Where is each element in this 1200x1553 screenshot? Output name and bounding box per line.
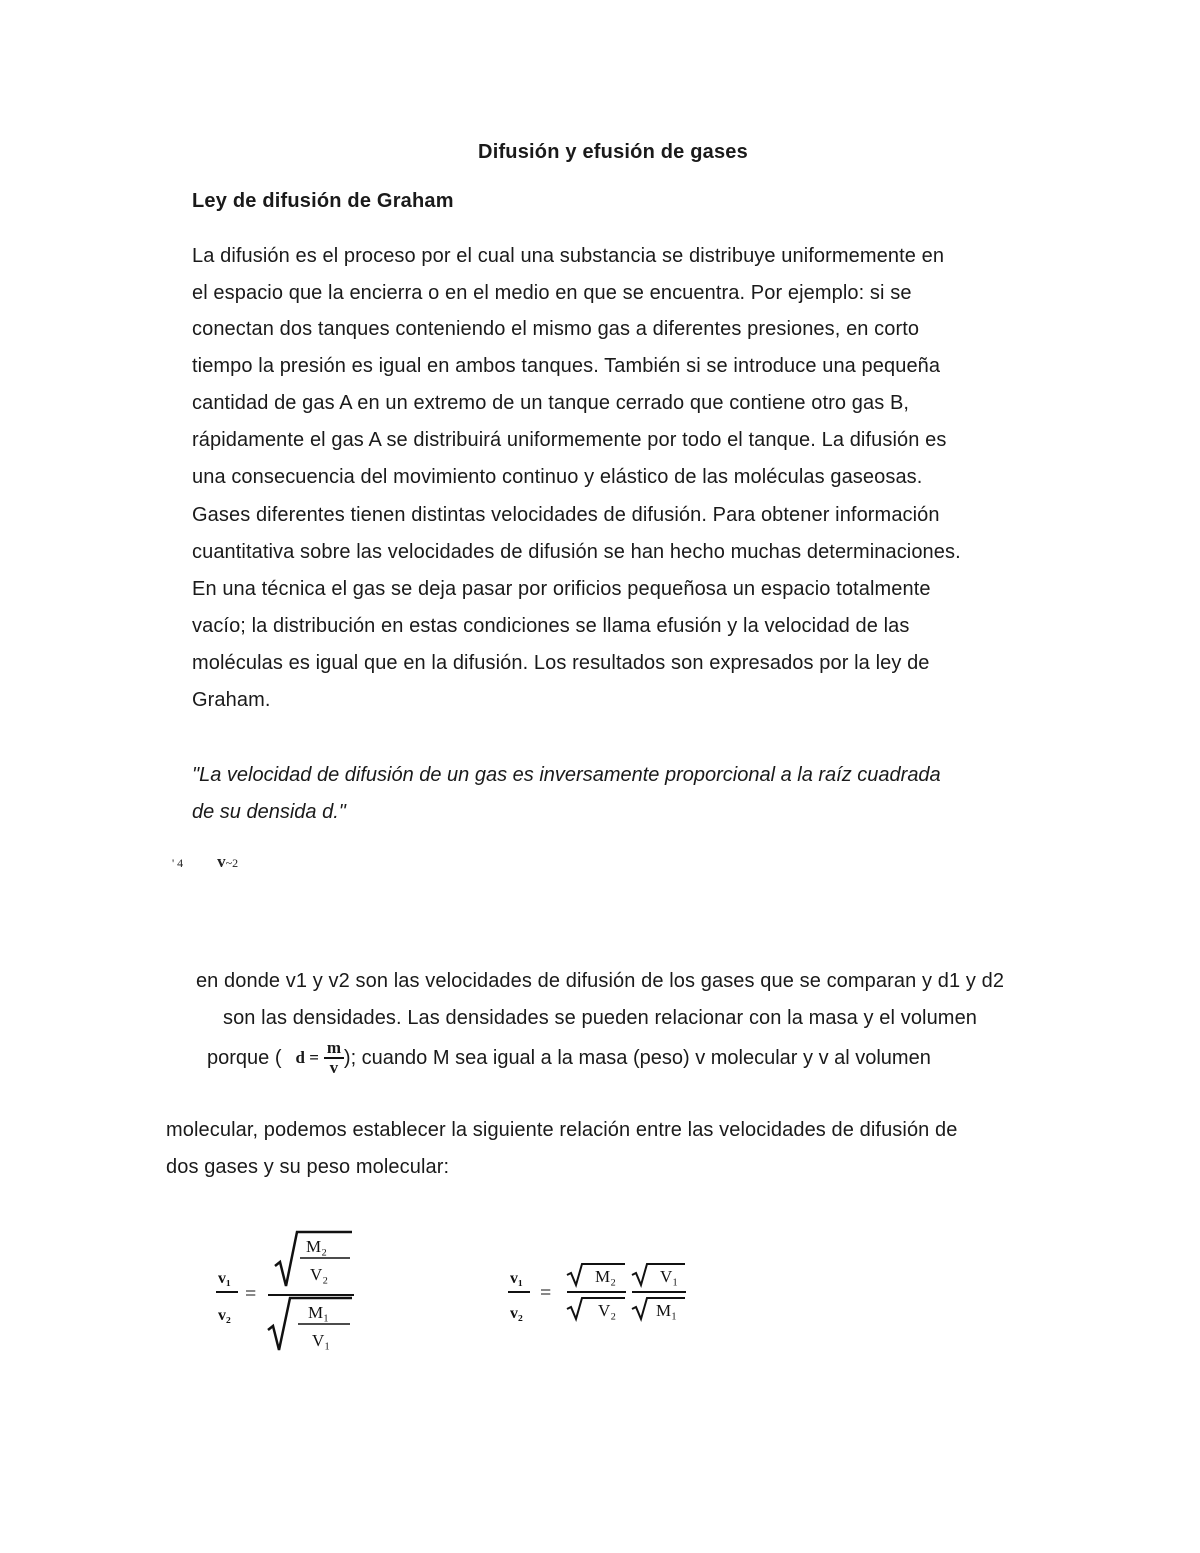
f1-top-den: V₂ <box>310 1265 329 1284</box>
explanation-line: son las densidades. Las densidades se pueden relacionar con la masa y el volumen <box>222 1007 978 1029</box>
paragraph-line: el espacio que la encierra o en el medio en que se encuentra. Por ejemplo: si se <box>192 282 912 304</box>
f1-lhs-num: v₁ <box>218 1270 231 1287</box>
paragraph-line: rápidamente el gas A se distribuirá uniformemente por todo el tanque. La difusión es <box>192 429 947 451</box>
paragraph-line: vacío; la distribución en estas condiciones se llama efusión y la velocidad de las <box>192 615 910 637</box>
paragraph-line: tiempo la presión es igual en ambos tanques. También si se introduce una pequeña <box>192 355 941 377</box>
paragraph-line: conectan dos tanques conteniendo el mismo gas a diferentes presiones, en corto <box>192 318 920 340</box>
page-title: Difusión y efusión de gases <box>478 141 748 163</box>
f2-a-den: V₂ <box>598 1301 617 1320</box>
f1-bot-den: V₁ <box>312 1331 331 1350</box>
paragraph-line: cuantitativa sobre las velocidades de difusión se han hecho muchas determinaciones. <box>192 541 961 563</box>
fragment-left: ' 4 <box>172 856 184 870</box>
f2-lhs-den: v₂ <box>510 1305 523 1322</box>
density-denominator: v <box>329 1058 339 1077</box>
density-formula <box>296 1039 344 1077</box>
f1-equals: = <box>245 1283 257 1305</box>
molecular-line: molecular, podemos establecer la siguiente relación entre las velocidades de difusión de <box>166 1119 958 1141</box>
section-heading: Ley de difusión de Graham <box>192 190 454 212</box>
porque-line <box>207 1034 931 1082</box>
porque-after: ); cuando M sea igual a la masa (peso) v molecular y v al volumen <box>343 1046 931 1069</box>
density-numerator: m <box>326 1038 341 1057</box>
paragraph-line: La difusión es el proceso por el cual una substancia se distribuye uniformemente en <box>192 245 945 267</box>
f1-lhs-den: v₂ <box>218 1307 231 1324</box>
f2-b-num: V₁ <box>660 1267 679 1286</box>
fragment-bold: v <box>217 852 226 871</box>
density-lhs: d = <box>295 1048 319 1067</box>
quote-line: de su densida d." <box>192 801 346 823</box>
explanation-line: en donde v1 y v2 son las velocidades de difusión de los gases que se comparan y d1 y d2 <box>195 970 1005 992</box>
f2-b-den: M₁ <box>656 1301 678 1320</box>
f1-bot-num: M₁ <box>308 1303 330 1322</box>
f1-top-num: M₂ <box>306 1237 328 1256</box>
molecular-line: dos gases y su peso molecular: <box>166 1156 450 1178</box>
f2-a-num: M₂ <box>595 1267 617 1286</box>
graham-formula-nested-roots <box>210 1228 370 1363</box>
graham-formula-split-roots <box>505 1258 695 1328</box>
quote-line: "La velocidad de difusión de un gas es inversamente proporcional a la raíz cuadrada <box>192 764 941 786</box>
paragraph-line: cantidad de gas A en un extremo de un tanque cerrado que contiene otro gas B, <box>192 392 910 414</box>
fragment-right: ~2 <box>225 856 239 870</box>
paragraph-line: Graham. <box>192 689 271 711</box>
f2-a-den-root <box>567 1298 625 1319</box>
broken-formula-fragment <box>172 852 238 872</box>
paragraph-line: una consecuencia del movimiento continuo y elástico de las moléculas gaseosas. <box>192 466 923 488</box>
f2-lhs-num: v₁ <box>510 1270 523 1287</box>
porque-before: porque ( <box>207 1046 282 1069</box>
paragraph-line: Gases diferentes tienen distintas velocidades de difusión. Para obtener información <box>192 504 940 526</box>
f2-equals: = <box>540 1282 552 1304</box>
paragraph-line: moléculas es igual que en la difusión. Los resultados son expresados por la ley de <box>192 652 930 674</box>
paragraph-line: En una técnica el gas se deja pasar por orificios pequeñosa un espacio totalmente <box>192 578 931 600</box>
density-fraction <box>324 1039 344 1077</box>
